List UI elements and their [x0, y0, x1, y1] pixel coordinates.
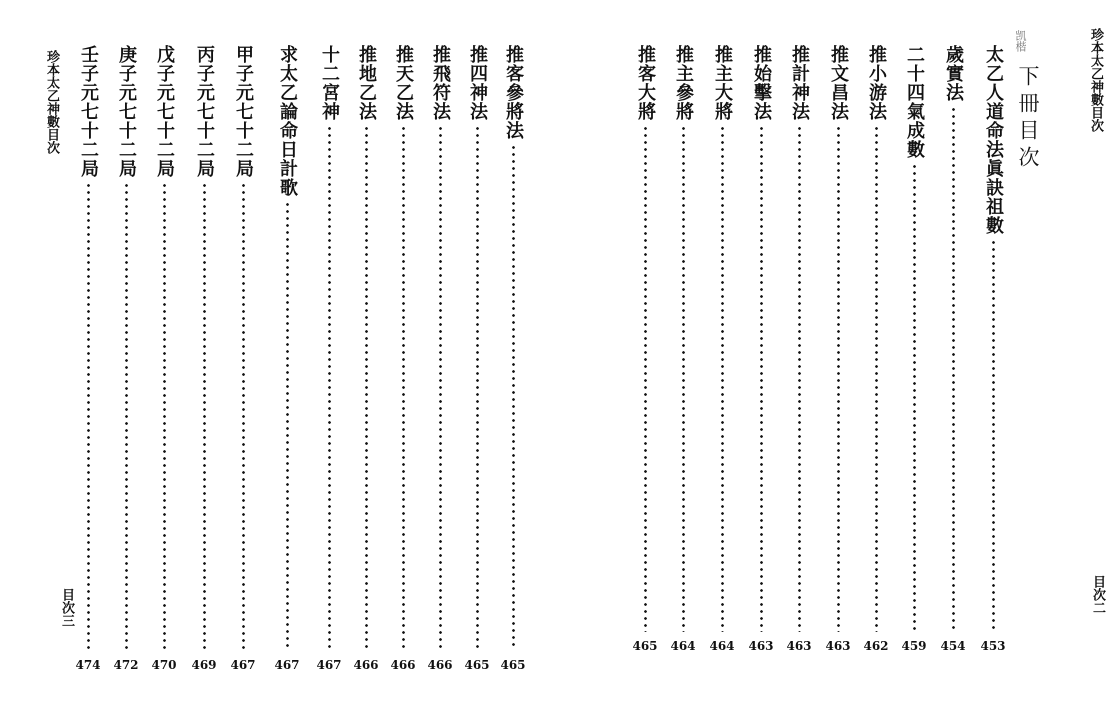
right-running-title: 珍本太乙神數目次 — [1088, 28, 1103, 132]
toc-entry-page: 467 — [230, 658, 256, 672]
toc-entry-page: 470 — [151, 658, 177, 672]
toc-entry-title: 二十四氣成數 — [904, 45, 925, 159]
toc-leader-dots — [721, 125, 724, 632]
toc-leader-dots — [203, 182, 206, 650]
toc-entry-title: 推天乙法 — [393, 45, 414, 121]
toc-entry-title: 推主參將 — [673, 45, 694, 121]
toc-leader-dots — [952, 106, 955, 632]
toc-entry-page: 467 — [316, 658, 342, 672]
toc-leader-dots — [328, 125, 331, 650]
right-seal-stamp: 凯楷 — [1014, 30, 1027, 52]
toc-entry-page: 463 — [748, 639, 774, 653]
toc-entry-page: 465 — [632, 639, 658, 653]
left-running-title: 珍本太乙神數目次 — [44, 50, 59, 154]
toc-entry-page: 474 — [75, 658, 101, 672]
toc-entry-title: 丙子元七十二局 — [194, 45, 215, 178]
toc-entry-title: 推計神法 — [789, 45, 810, 121]
toc-entry-page: 466 — [353, 658, 379, 672]
toc-entry-page: 466 — [390, 658, 416, 672]
toc-entry-title: 推主大將 — [712, 45, 733, 121]
toc-entry-page: 462 — [863, 639, 889, 653]
toc-entry-title: 推客大將 — [635, 45, 656, 121]
toc-leader-dots — [760, 125, 763, 632]
toc-entry-page: 465 — [464, 658, 490, 672]
toc-entry-title: 十二宮神 — [319, 45, 340, 121]
right-page-heading: 下冊目次 — [1016, 65, 1040, 173]
toc-entry-page: 453 — [980, 639, 1006, 653]
toc-entry-page: 466 — [427, 658, 453, 672]
toc-entry-page: 459 — [901, 639, 927, 653]
toc-entry-page: 463 — [825, 639, 851, 653]
toc-entry-title: 推始擊法 — [751, 45, 772, 121]
toc-leader-dots — [875, 125, 878, 632]
toc-entry-title: 推客參將法 — [503, 45, 524, 140]
toc-entry-page: 472 — [113, 658, 139, 672]
toc-entry-title: 推小游法 — [866, 45, 887, 121]
toc-leader-dots — [286, 201, 289, 650]
left-page-footer: 目次三 — [59, 588, 74, 627]
toc-entry-title: 推地乙法 — [356, 45, 377, 121]
toc-leader-dots — [992, 239, 995, 632]
toc-leader-dots — [365, 125, 368, 650]
toc-entry-title: 戊子元七十二局 — [154, 45, 175, 178]
toc-entry-title: 求太乙論命日計歌 — [277, 45, 298, 197]
toc-entry-title: 庚子元七十二局 — [116, 45, 137, 178]
toc-entry-page: 463 — [786, 639, 812, 653]
toc-leader-dots — [125, 182, 128, 650]
toc-entry-title: 甲子元七十二局 — [233, 45, 254, 178]
toc-entry-page: 464 — [670, 639, 696, 653]
toc-leader-dots — [512, 144, 515, 650]
toc-entry-page: 454 — [940, 639, 966, 653]
toc-entry-page: 465 — [500, 658, 526, 672]
toc-entry-title: 壬子元七十二局 — [78, 45, 99, 178]
toc-leader-dots — [913, 163, 916, 632]
toc-leader-dots — [644, 125, 647, 632]
toc-leader-dots — [798, 125, 801, 632]
toc-leader-dots — [682, 125, 685, 632]
toc-leader-dots — [476, 125, 479, 650]
toc-entry-title: 太乙人道命法眞訣祖數 — [983, 45, 1004, 235]
toc-leader-dots — [163, 182, 166, 650]
toc-entry-page: 469 — [191, 658, 217, 672]
toc-leader-dots — [242, 182, 245, 650]
toc-entry-page: 467 — [274, 658, 300, 672]
toc-entry-title: 推四神法 — [467, 45, 488, 121]
toc-leader-dots — [439, 125, 442, 650]
right-page-footer: 目次二 — [1090, 575, 1105, 614]
toc-entry-title: 歲實法 — [943, 45, 964, 102]
toc-entry-title: 推文昌法 — [828, 45, 849, 121]
toc-leader-dots — [87, 182, 90, 650]
toc-entry-page: 464 — [709, 639, 735, 653]
toc-entry-title: 推飛符法 — [430, 45, 451, 121]
toc-leader-dots — [402, 125, 405, 650]
toc-leader-dots — [837, 125, 840, 632]
